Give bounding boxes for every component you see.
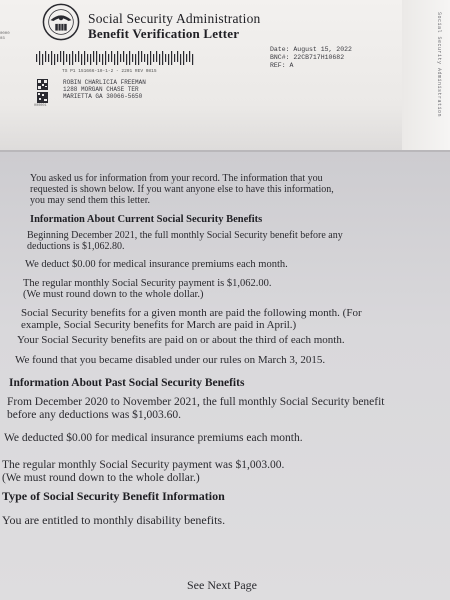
recipient-name: ROBIN CHARLICIA FREEMAN [63,79,146,86]
letter-date: Date: August 15, 2022 [270,46,352,53]
current-payment: The regular monthly Social Security payment is $1,062.00. [23,278,272,289]
datamatrix-code-icon [37,92,48,103]
code-label: 000001 [34,104,47,108]
side-print-text: Social Security Administration [436,12,442,118]
past-benefit-amount: before any deductions was $1,003.60. [7,409,182,421]
edge-strip [402,0,450,150]
payment-timing: Social Security benefits for a given month are paid the following month. (For [21,307,362,319]
document-title: Benefit Verification Letter [88,26,240,41]
mail-sequence-code: TS P1 151666-10-1-2 - 2201 REV 0815 [62,69,157,74]
qr-code-icon [37,79,48,90]
benefit-type-heading: Type of Social Security Benefit Information [2,489,225,503]
past-medical-deduction: We deducted $0.00 for medical insurance premiums each month. [4,432,303,444]
recipient-address [63,79,146,100]
intro-line: you may send them this letter. [30,195,150,206]
payment-timing: example, Social Security benefits for March are paid in April.) [21,319,297,331]
left-margin-codes: 0000 03 [0,32,10,41]
letter-reference-block [270,46,352,70]
see-next-page: See Next Page [187,578,257,592]
current-benefit-amount: Beginning December 2021, the full monthly Social Security benefit before any [27,230,343,241]
disability-onset: We found that you became disabled under our rules on March 3, 2015. [15,354,326,366]
agency-name: Social Security Administration [88,11,261,26]
past-payment: The regular monthly Social Security payment was $1,003.00. [2,459,285,471]
ref-code: REF: A [270,62,294,69]
current-payment-note: (We must round down to the whole dollar.) [23,289,204,300]
recipient-city: MARIETTA GA 30066-5650 [63,93,143,100]
intro-line: requested is shown below. If you want anyone else to have this information, [30,184,334,195]
past-benefits-heading: Information About Past Social Security Benefits [9,377,245,389]
bnc-number: BNC#: 22CB717H10682 [270,54,345,61]
payment-date: Your Social Security benefits are paid on or about the third of each month. [17,334,345,346]
ssa-seal-icon [42,3,80,41]
recipient-street: 1288 MORGAN CHASE TER [63,86,139,93]
postal-barcode [36,51,196,65]
past-benefit-amount: From December 2020 to November 2021, the full monthly Social Security benefit [7,396,385,408]
past-payment-note: (We must round down to the whole dollar.) [2,472,200,484]
benefit-type-text: You are entitled to monthly disability benefits. [2,513,226,527]
current-medical-deduction: We deduct $0.00 for medical insurance premiums each month. [25,259,288,270]
current-benefit-amount: deductions is $1,062.80. [27,241,125,252]
intro-line: You asked us for information from your record. The information that you [30,173,323,184]
current-benefits-heading: Information About Current Social Security Benefits [30,214,263,225]
